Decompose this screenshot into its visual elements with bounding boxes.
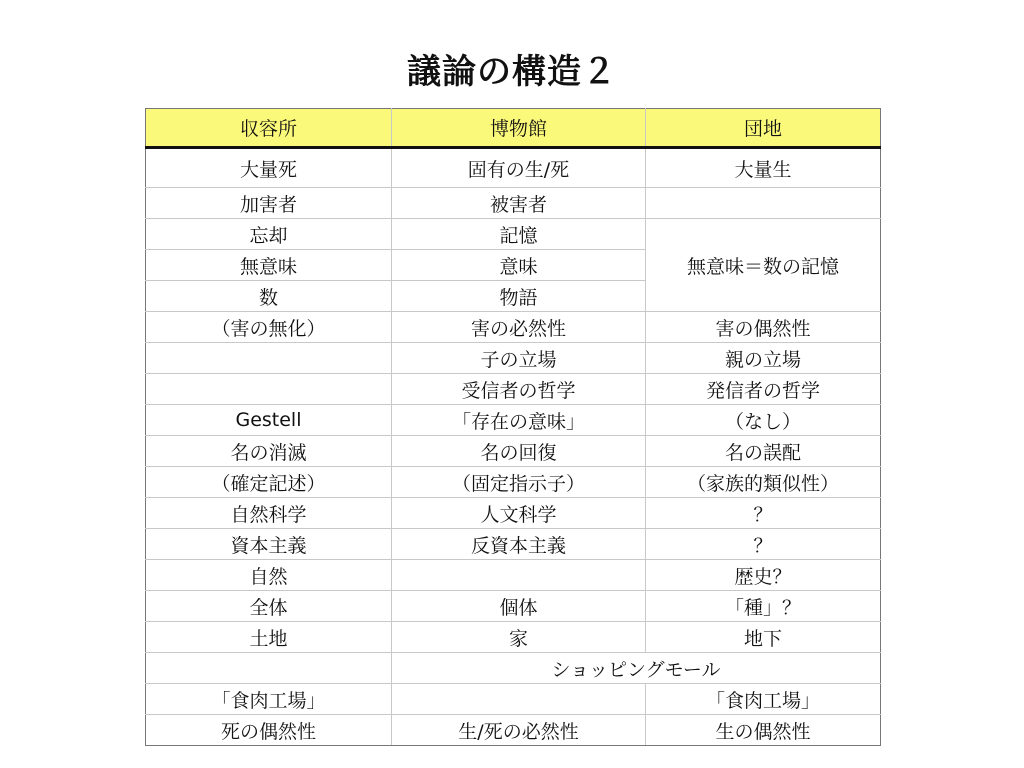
table-cell: 名の消滅 [146, 436, 392, 467]
table-cell: Gestell [146, 405, 392, 436]
table-cell: 大量死 [146, 148, 392, 188]
column-header-camp: 収容所 [146, 109, 392, 148]
table-row [146, 467, 881, 498]
table-cell: 被害者 [392, 188, 646, 219]
table-cell: 人文科学 [392, 498, 646, 529]
structure-table [145, 108, 881, 746]
table-cell: ？ [646, 498, 881, 529]
table-cell: 害の必然性 [392, 312, 646, 343]
table-cell: 「食肉工場」 [646, 684, 881, 715]
table-cell: （害の無化） [146, 312, 392, 343]
table-cell: 加害者 [146, 188, 392, 219]
table-cell: 固有の生/死 [392, 148, 646, 188]
table-cell [392, 684, 646, 715]
table-cell: 生/死の必然性 [392, 715, 646, 746]
table-cell [146, 374, 392, 405]
table-cell: 全体 [146, 591, 392, 622]
table-cell: 土地 [146, 622, 392, 653]
table-cell: 親の立場 [646, 343, 881, 374]
table-cell: 害の偶然性 [646, 312, 881, 343]
table-row [146, 405, 881, 436]
table-row [146, 219, 881, 250]
table-row [146, 188, 881, 219]
table-cell: 「食肉工場」 [146, 684, 392, 715]
table-cell: （家族的類似性） [646, 467, 881, 498]
page-title: 議論の構造２ [407, 52, 617, 92]
header-row [146, 109, 881, 148]
table-row [146, 436, 881, 467]
table-row [146, 498, 881, 529]
table-cell: 自然 [146, 560, 392, 591]
table-row [146, 560, 881, 591]
table-row [146, 148, 881, 188]
table-row [146, 684, 881, 715]
table-cell: 死の偶然性 [146, 715, 392, 746]
table-row [146, 343, 881, 374]
table-cell: 資本主義 [146, 529, 392, 560]
table-cell: 子の立場 [392, 343, 646, 374]
table-cell: 物語 [392, 281, 646, 312]
table-cell: 生の偶然性 [646, 715, 881, 746]
table-row [146, 312, 881, 343]
table-cell: （固定指示子） [392, 467, 646, 498]
table-cell: 歴史？ [646, 560, 881, 591]
table-cell: （確定記述） [146, 467, 392, 498]
table-cell [646, 188, 881, 219]
table-cell: ？ [646, 529, 881, 560]
table-cell: 自然科学 [146, 498, 392, 529]
merged-table-cell: 無意味＝数の記憶 [646, 219, 881, 312]
table-cell: 発信者の哲学 [646, 374, 881, 405]
table-cell [146, 653, 392, 684]
table-cell: 「種」？ [646, 591, 881, 622]
table-row [146, 715, 881, 746]
table-cell: 反資本主義 [392, 529, 646, 560]
table-cell: （なし） [646, 405, 881, 436]
table-cell [146, 343, 392, 374]
table-cell: 「存在の意味」 [392, 405, 646, 436]
table-cell: 地下 [646, 622, 881, 653]
table-cell: 記憶 [392, 219, 646, 250]
table-cell: 家 [392, 622, 646, 653]
table-cell: 名の回復 [392, 436, 646, 467]
table-cell [392, 560, 646, 591]
table-row [146, 529, 881, 560]
table-row [146, 374, 881, 405]
table-row [146, 591, 881, 622]
table-row [146, 653, 881, 684]
table-cell: 受信者の哲学 [392, 374, 646, 405]
table-cell: 無意味 [146, 250, 392, 281]
table-cell: 個体 [392, 591, 646, 622]
table-cell: 数 [146, 281, 392, 312]
table-cell: 大量生 [646, 148, 881, 188]
merged-table-cell: ショッピングモール [392, 653, 881, 684]
column-header-housing: 団地 [646, 109, 881, 148]
table-cell: 意味 [392, 250, 646, 281]
table-row [146, 622, 881, 653]
column-header-museum: 博物館 [392, 109, 646, 148]
table-cell: 名の誤配 [646, 436, 881, 467]
table-cell: 忘却 [146, 219, 392, 250]
